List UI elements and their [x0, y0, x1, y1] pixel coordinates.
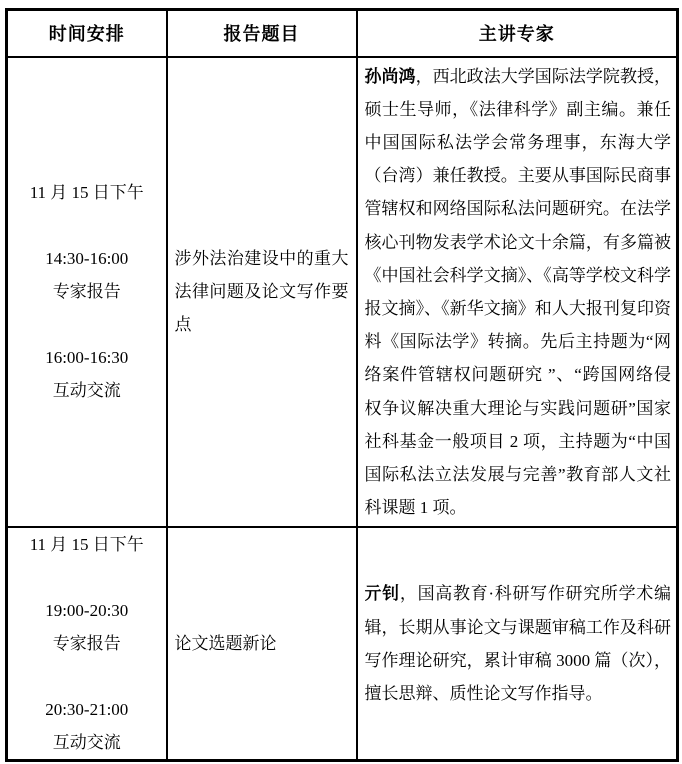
expert-cell-session-2 [357, 527, 678, 761]
session-activity: 互动交流 [52, 733, 121, 753]
report-topic: 论文选题新论 [174, 634, 277, 654]
session-activity: 专家报告 [52, 634, 121, 654]
topic-cell-session-1 [167, 57, 357, 528]
session-activity: 互动交流 [52, 381, 121, 401]
expert-name: 亓钊 [364, 584, 400, 604]
col-header-expert: 主讲专家 [357, 10, 678, 57]
table-header-row [7, 10, 678, 57]
topic-cell-session-2 [167, 527, 357, 761]
expert-bio-text: ，国高教育·科研写作研究所学术编辑，长期从事论文与课题审稿工作及科研写作理论研究，累计审稿 3000 篇（次），擅长思辩、质性论文写作指导。 [364, 584, 672, 704]
session-time-range: 14:30-16:00 [45, 249, 129, 269]
expert-name: 孙尚鸿 [364, 66, 416, 86]
table-row-session-2 [7, 527, 678, 761]
session-time-range: 19:00-20:30 [45, 601, 129, 621]
schedule-table [5, 8, 679, 762]
expert-bio [365, 60, 672, 525]
time-cell-session-2 [7, 527, 167, 761]
report-topic: 涉外法治建设中的重大法律问题及论文写作要点 [174, 249, 349, 335]
session-activity: 专家报告 [52, 282, 121, 302]
expert-bio [365, 577, 672, 710]
expert-cell-session-1 [357, 57, 678, 528]
session-time-range: 20:30-21:00 [45, 700, 129, 720]
session-time-range: 16:00-16:30 [45, 348, 129, 368]
session-date: 11 月 15 日下午 [29, 183, 144, 203]
col-header-topic: 报告题目 [167, 10, 357, 57]
time-cell-session-1 [7, 57, 167, 528]
expert-bio-text: ，西北政法大学国际法学院教授，硕士生导师，《法律科学》副主编。兼任中国国际私法学会常务理事，东海大学（台湾）兼任教授。主要从事国际民商事管辖权和网络国际私法问题研究。在法学核心刊物发表学术论文十余篇，有多篇被《中国社会科学文摘》、《高等学校文科学报文摘》、《新华文摘》和人大报刊复印资料《国际法学》转摘。先后主持题为“网络案件管辖权问题研究 ”、“跨国网络侵权争议解决重大理论与实践问题研”国家社科基金一般项目 2 项，主持题为“中国国际私法立法发展与完善”教育部人文社科课题 1 项。 [364, 66, 672, 518]
table-row-session-1 [7, 57, 678, 528]
col-header-time: 时间安排 [7, 10, 167, 57]
session-date: 11 月 15 日下午 [29, 535, 144, 555]
